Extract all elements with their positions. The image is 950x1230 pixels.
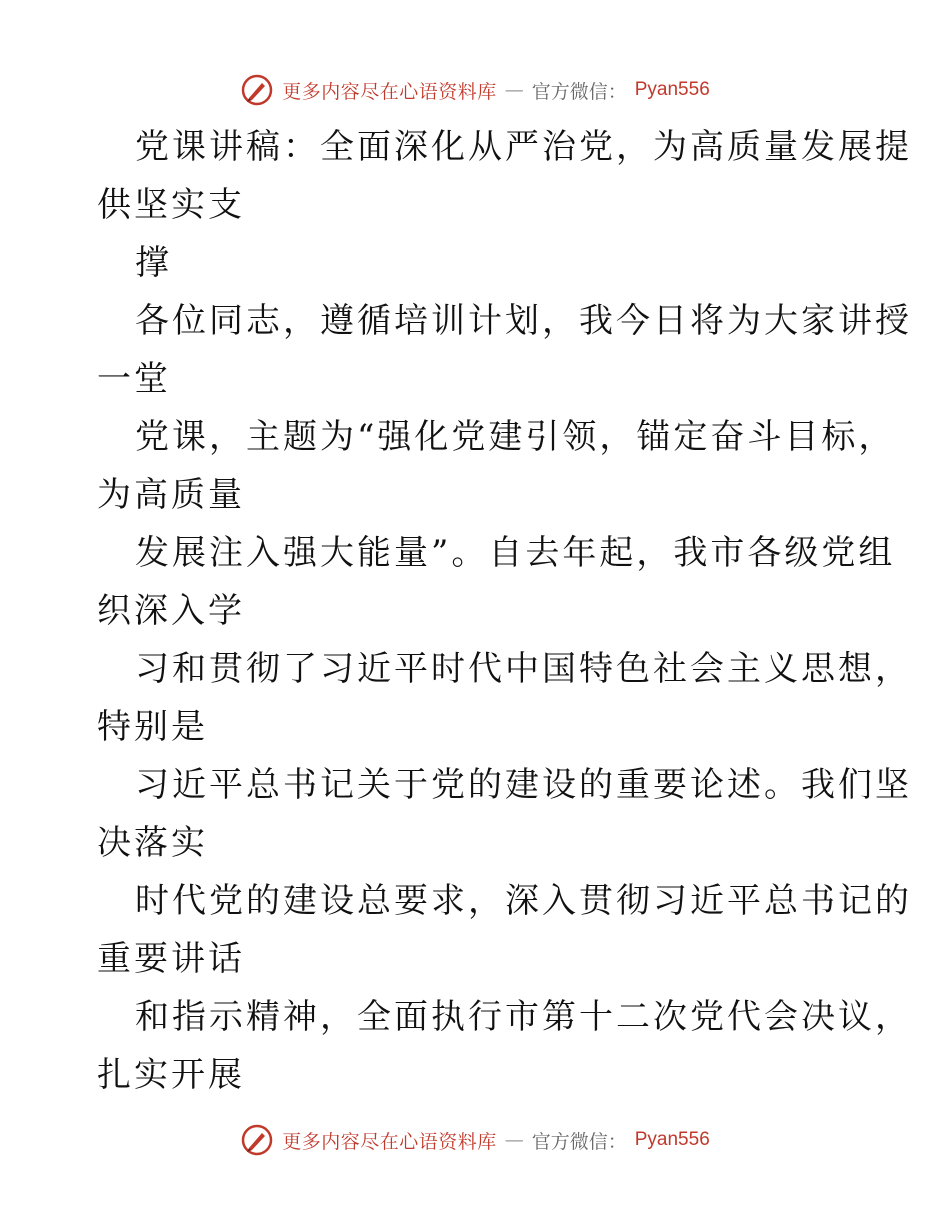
document-body bbox=[97, 118, 912, 1104]
text-line: 为高质量 bbox=[97, 475, 245, 515]
pen-logo-icon bbox=[240, 1123, 274, 1157]
text-line: 扎实开展 bbox=[97, 1055, 245, 1095]
separator-dash: — bbox=[504, 79, 524, 101]
library-text: 更多内容尽在心语资料库 bbox=[282, 80, 497, 103]
text-line: 供坚实支 bbox=[97, 185, 245, 225]
separator-dash: — bbox=[504, 1129, 524, 1151]
wechat-label: 官方微信： bbox=[531, 1130, 627, 1153]
text-line: 党课，主题为“强化党建引领，锚定奋斗目标， bbox=[135, 417, 896, 457]
library-text: 更多内容尽在心语资料库 bbox=[282, 1130, 497, 1153]
text-line: 习和贯彻了习近平时代中国特色社会主义思想， bbox=[135, 649, 912, 689]
text-line: 发展注入强大能量”。自去年起，我市各级党组 bbox=[135, 533, 896, 573]
text-line: 一堂 bbox=[97, 359, 171, 399]
text-line: 时代党的建设总要求，深入贯彻习近平总书记的 bbox=[135, 881, 912, 921]
document-title-line: 党课讲稿：全面深化从严治党，为高质量发展提 bbox=[135, 127, 912, 167]
text-line: 决落实 bbox=[97, 823, 208, 863]
header-watermark bbox=[0, 70, 950, 110]
pen-logo-icon bbox=[240, 73, 274, 107]
wechat-label: 官方微信： bbox=[531, 80, 627, 103]
text-line: 各位同志，遵循培训计划，我今日将为大家讲授 bbox=[135, 301, 912, 341]
text-line: 特别是 bbox=[97, 707, 208, 747]
footer-watermark bbox=[0, 1120, 950, 1160]
wechat-id: Pyan556 bbox=[634, 79, 710, 100]
wechat-id: Pyan556 bbox=[634, 1129, 710, 1150]
text-line: 织深入学 bbox=[97, 591, 245, 631]
text-line: 重要讲话 bbox=[97, 939, 245, 979]
text-line: 和指示精神，全面执行市第十二次党代会决议， bbox=[135, 997, 912, 1037]
text-line: 习近平总书记关于党的建设的重要论述。我们坚 bbox=[135, 765, 912, 805]
text-line: 撑 bbox=[135, 243, 172, 283]
